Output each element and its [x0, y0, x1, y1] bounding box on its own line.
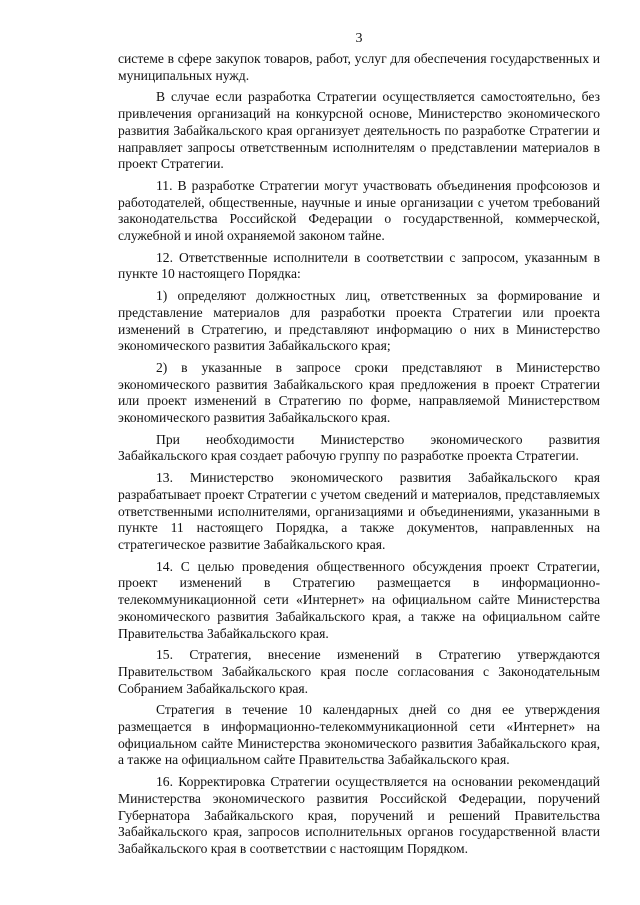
paragraph: 14. С целью проведения общественного обсуждения проект Стратегии, проект изменений в Стратегию размещается в информационно-телекоммуникационной сети «Интернет» на официальном сайте Министерства экономического развития Забайкальского края, а также на официальном сайте Правительства Забайкальского края.	[118, 558, 600, 641]
page-number: 3	[355, 31, 363, 46]
paragraph: системе в сфере закупок товаров, работ, услуг для обеспечения государственных и муниципальных нужд.	[118, 51, 600, 83]
paragraph: В случае если разработка Стратегии осуществляется самостоятельно, без привлечения организаций на конкурсной основе, Министерство экономического развития Забайкальского края организует деятельность по разработке Стратегии и направляет запросы ответственным исполнителям о представлении материалов в проект Стратегии.	[118, 89, 600, 172]
paragraph: 11. В разработке Стратегии могут участвовать объединения профсоюзов и работодателей, общественные, научные и иные организации с учетом требований законодательства Российской Федерации о государственной, коммерческой, служебной и иной охраняемой законом тайне.	[118, 177, 600, 244]
document-page	[118, 30, 600, 863]
document-body	[118, 51, 600, 858]
paragraph: 1) определяют должностных лиц, ответственных за формирование и представление материалов для разработки проекта Стратегии или проекта изменений в Стратегию, и представляют информацию о них в Министерство экономического развития Забайкальского края;	[118, 288, 600, 354]
paragraph: 12. Ответственные исполнители в соответствии с запросом, указанным в пункте 10 настоящего Порядка:	[118, 249, 600, 282]
paragraph: 2) в указанные в запросе сроки представляют в Министерство экономического развития Забайкальского края предложения в проект Стратегии или проект изменений в Стратегию по форме, направляемой Министерством экономического развития Забайкальского края.	[118, 359, 600, 426]
paragraph: 15. Стратегия, внесение изменений в Стратегию утверждаются Правительством Забайкальского края после согласования с Законодательным Собранием Забайкальского края.	[118, 647, 600, 696]
paragraph: 16. Корректировка Стратегии осуществляется на основании рекомендаций Министерства экономического развития Российской Федерации, поручений Губернатора Забайкальского края, поручений и решений Правительства Забайкальского края, запросов исполнительных органов государственной власти Забайкальского края в соответствии с настоящим Порядком.	[118, 774, 600, 856]
paragraph: При необходимости Министерство экономического развития Забайкальского края создает рабочую группу по разработке проекта Стратегии.	[118, 431, 600, 464]
paragraph: 13. Министерство экономического развития Забайкальского края разрабатывает проект Стратегии с учетом сведений и материалов, представляемых ответственными исполнителями, организациями и объединениями, указанными в пункте 11 настоящего Порядка, а также документов, направленных на стратегическое развитие Забайкальского края.	[118, 470, 600, 552]
paragraph: Стратегия в течение 10 календарных дней со дня ее утверждения размещается в информационно-телекоммуникационной сети «Интернет» на официальном сайте Министерства экономического развития Забайкальского края, а также на официальном сайте Правительства Забайкальского края.	[118, 702, 600, 768]
